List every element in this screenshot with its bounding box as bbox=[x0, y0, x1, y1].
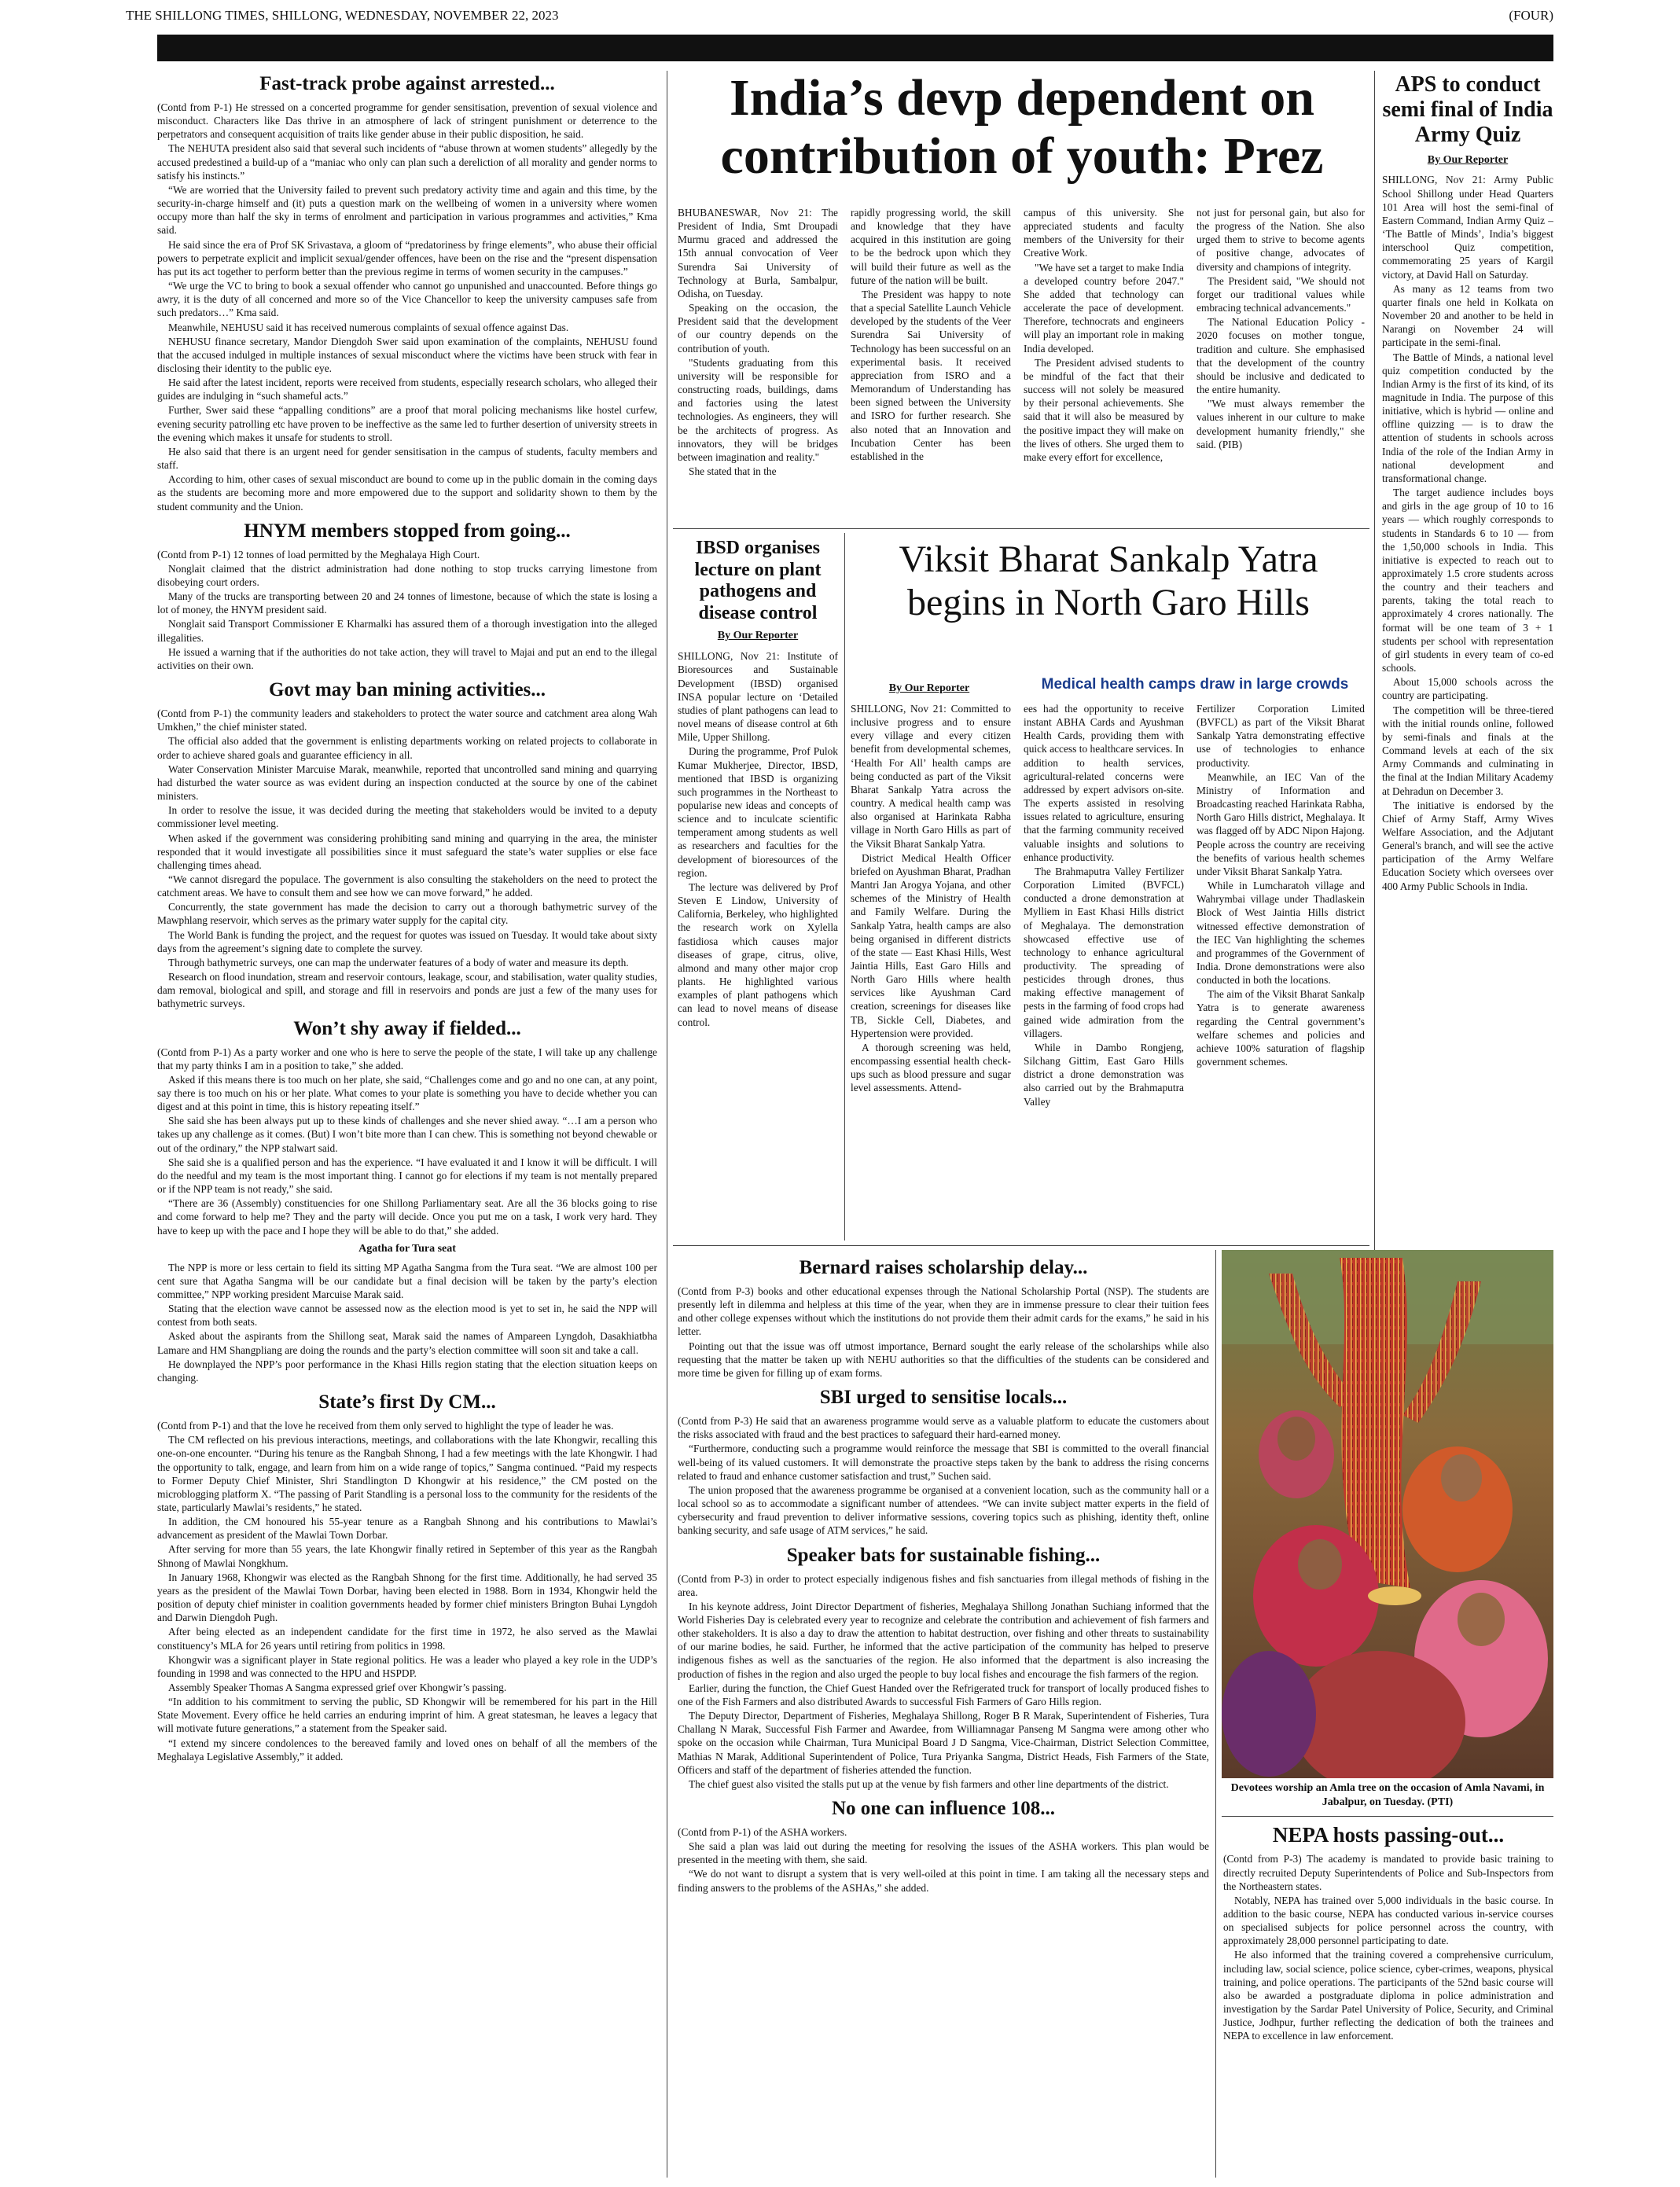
prez-col-4 bbox=[1197, 206, 1365, 520]
headline-108: No one can influence 108... bbox=[831, 1798, 1056, 1819]
headline-fasttrack: Fast-track probe against arrested... bbox=[259, 73, 555, 94]
subhead-viksit: Medical health camps draw in large crowds bbox=[1041, 676, 1349, 693]
section-rule bbox=[673, 528, 1369, 529]
paragraph: (Contd from P-3) books and other educational expenses through the National Scholarship Portal (NSP). The students are presently left in dilemma and helpless at this time of the year, when they are in immense pressure to clear their tuition fees and other college expenses without which the institutions do not provide them their admit cards for the exams,” he said in his letter. bbox=[678, 1285, 1209, 1338]
prez-col-1 bbox=[678, 206, 838, 520]
paragraph: She said a plan was laid out during the meeting for resolving the issues of the ASHA workers. This plan would be presented in the meeting with them, she said. bbox=[678, 1840, 1209, 1866]
paragraph: The initiative is endorsed by the Chief of Army Staff, Army Wives Welfare Association, and the Adjutant General's branch, and will see the active participation of the Army Welfare Education Society which oversees over 400 Army Public Schools in India. bbox=[1382, 799, 1553, 892]
headline-bernard: Bernard raises scholarship delay... bbox=[799, 1257, 1088, 1278]
paragraph: “In addition to his commitment to serving the public, SD Khongwir will be remembered for his part in the Hill State Movement. Every office he held carries an enduring imprint of him. A great statesman, he leaves a legacy that will motivate future generations,” a statement from the Speaker said. bbox=[157, 1696, 657, 1735]
prez-col-3 bbox=[1024, 206, 1184, 520]
paragraph: (Contd from P-1) 12 tonnes of load permitted by the Meghalaya High Court. bbox=[157, 548, 480, 561]
paragraph: SHILLONG, Nov 21: Institute of Bioresources and Sustainable Development (IBSD) organised INSA popular lecture on ‘Detailed studies of plant pathogens can lead to novel means of disease control at 6th Mile, Upper Shillong. bbox=[678, 650, 838, 744]
paragraph: In order to resolve the issue, it was decided during the meeting that stakeholders would be invited to a deputy commissioner level meeting. bbox=[157, 804, 657, 830]
story-nepa bbox=[1223, 1818, 1553, 2181]
story-dycm-body bbox=[157, 1419, 657, 1763]
page-number: (FOUR) bbox=[1509, 8, 1553, 23]
paragraph: “I extend my sincere condolences to the bereaved family and loved ones on behalf of all the members of the Meghalaya Legislative Assembly,” it added. bbox=[157, 1737, 657, 1762]
mid-lower-column bbox=[678, 1250, 1209, 2181]
paragraph: He also said that there is an urgent need for gender sensitisation in the campus of students, faculty members and staff. bbox=[157, 445, 657, 472]
paragraph: He said after the latest incident, reports were received from students, especially research scholars, who alleged their guides are indulging in “such shameful acts.” bbox=[157, 377, 657, 402]
paragraph: campus of this university. She appreciated students and faculty members of the University for their Creative Work. bbox=[1024, 207, 1184, 259]
masthead-date: THE SHILLONG TIMES, SHILLONG, WEDNESDAY, NOVEMBER 22, 2023 bbox=[126, 8, 559, 23]
story-hnym-body bbox=[157, 548, 657, 672]
paragraph: During the programme, Prof Pulok Kumar Mukherjee, Director, IBSD, mentioned that IBSD is organizing such programmes in the Northeast to popularise new ideas and concepts of science and to inculcate scientific temperament among students as well as researchers and faculties for the development of bioresources of the region. bbox=[678, 745, 838, 879]
paragraph: The target audience includes boys and girls in the age group of 10 to 16 years — which roughly corresponds to students in Standards 6 to 10 — from the 1,50,000 schools in India. This initiative is expected to reach out to approximately 1.5 crore students across the country and their teachers and parents, taking the total reach to approximately 4 crores nationally. The format will be one team of 3 + 1 students per school with representation of girl students in every team of co-ed schools. bbox=[1382, 487, 1553, 674]
paragraph: Meanwhile, an IEC Van of the Ministry of Information and Broadcasting reached Harinkata Rabha, North Garo Hills district, Meghalaya. It was flagged off by ADC Nipon Hajong. People across the country are receiving the benefits of various health schemes under Viksit Bharat Sankalp Yatra. bbox=[1197, 770, 1365, 877]
paragraph: Asked about the aspirants from the Shillong seat, Marak said the names of Ampareen Lyngdoh, Dasakhiatbha Lamare and HM Shangpliang are doing the rounds and the party’s election committee will soon sit and take a call. bbox=[157, 1330, 657, 1356]
byline-ibsd: By Our Reporter bbox=[717, 630, 799, 642]
paragraph: (Contd from P-1) and that the love he received from them only served to highlight the type of leader he was. bbox=[157, 1420, 614, 1432]
paragraph: NEHUSU finance secretary, Mandor Diengdoh Swer said upon examination of the complaints, NEHUSU found that the accused indulged in multiple instances of sexual misconduct where the victims have been struck with fear in disclosing their identity to the public eye. bbox=[157, 335, 657, 374]
column-rule bbox=[1215, 1250, 1216, 2178]
paragraph: The World Bank is funding the project, and the request for quotes was issued on Tuesday. It would take about sixty days from the agreement’s signing date to complete the survey. bbox=[157, 928, 657, 954]
photo-amla-navami bbox=[1222, 1250, 1553, 1778]
paragraph: “We urge the VC to bring to book a sexual offender who cannot go unpunished and unaccounted. Before things go awry, it is the duty of all concerned and more so of the Vice Chancellor to keep the university campuses safe from such predators…” Kma said. bbox=[157, 280, 657, 319]
masthead-bar bbox=[157, 35, 1553, 61]
paragraph: (Contd from P-1) of the ASHA workers. bbox=[678, 1826, 847, 1838]
paragraph: “There are 36 (Assembly) constituencies for one Shillong Parliamentary seat. Are all the 36 blocks going to rise and come forward to help me? They and the party will decide. Once you put me on a task, I work very hard. They have to keep up with the pace and I hope they will be able to do that,” she added. bbox=[157, 1197, 657, 1237]
paragraph: BHUBANESWAR, Nov 21: The President of India, Smt Droupadi Murmu graced and addressed the 15th annual convocation of Veer Surendra Sai University of Technology at Burla, Sambalpur, Odisha, on Tuesday. bbox=[678, 207, 838, 300]
paragraph: Speaking on the occasion, the President said that the development of our country depends on the contribution of youth. bbox=[678, 302, 838, 355]
paragraph: When asked if the government was considering prohibiting sand mining and quarrying in the area, the minister responded that it would investigate all possibilities since it must safeguard the state’s water supplies or else face challenging times ahead. bbox=[157, 832, 657, 871]
paragraph: He issued a warning that if the authorities do not take action, they will travel to Majai and put an end to the illegal activities on their own. bbox=[157, 645, 657, 671]
byline-aps: By Our Reporter bbox=[1427, 153, 1509, 166]
paragraph: rapidly progressing world, the skill and knowledge that they have acquired in this institution are going to be the bedrock upon which they will build their future as well as the future of the nation will be built. bbox=[851, 207, 1011, 286]
viksit-col-2 bbox=[1024, 702, 1184, 1244]
paragraph: The competition will be three-tiered with the initial rounds online, followed by semi-finals and finals at the Command levels at each of the six Army Commands and culminating in the final at the Indian Military Academy at Dehradun on December 3. bbox=[1382, 704, 1553, 797]
paragraph: Assembly Speaker Thomas A Sangma expressed grief over Khongwir’s passing. bbox=[168, 1682, 507, 1693]
story-wontshy-body bbox=[157, 1046, 657, 1385]
paragraph: “We cannot disregard the populace. The government is also consulting the stakeholders on the need to protect the catchment areas. We have to consult them and see how we can move forward,” he added. bbox=[157, 873, 657, 899]
photo-caption: Devotees worship an Amla tree on the occasion of Amla Navami, in Jabalpur, on Tuesday. (PTI) bbox=[1230, 1782, 1545, 1809]
paragraph: He also informed that the training covered a comprehensive curriculum, including law, social science, police science, cyber-crimes, weapons, physical training, and police operations. The participants of the 52nd basic course will also be awarded a postgraduate diploma in police administration and investigation by the Sardar Patel University of Police, Security, and Criminal Justice, Jodhpur, further reflecting the dedication of both the trainees and NEPA to excellence in law enforcement. bbox=[1223, 1949, 1553, 2042]
paragraph: Further, Swer said these “appalling conditions” are a proof that moral policing mechanisms like hostel curfew, evening security patrolling etc have proven to be ineffective as the same led to further desertion of university streets in the evening which makes it unsafe for students to stroll. bbox=[157, 404, 657, 443]
paragraph: Research on flood inundation, stream and reservoir contours, leakage, scour, and stabilisation, water quality studies, dam removal, biological and spill, and storage and fill in reservoirs and ponds are just a few of the many uses for bathymetric surveys. bbox=[157, 971, 657, 1010]
headline-prez: India’s devp dependent on contribution of youth: Prez bbox=[720, 69, 1324, 185]
masthead bbox=[126, 5, 1553, 30]
paragraph: The Deputy Director, Department of Fisheries, Meghalaya Shillong, Roger B R Marak, Superintendent of Fisheries, Tura Challang N Marak, Successful Fish Farmer and Awardee, from Williamnagar Panseng M Sangma were among other who spoke on the occasion while Chairman, Tura Municipal Board J D Sangma, Vice-Chairman, District Selection Committee, Mathias N Marak, Additional Superintendent of Police, Tura Priyanka Sangma, District Heads, Fish Farmers of the State, Officers and staff of the department of fisheries attended the function. bbox=[678, 1710, 1209, 1776]
paragraph: "We must always remember the values inherent in our culture to make development humanity friendly," she said. (PIB) bbox=[1197, 398, 1365, 450]
headline-aps: APS to conduct semi final of India Army Quiz bbox=[1382, 72, 1553, 148]
headline-sbi: SBI urged to sensitise locals... bbox=[819, 1387, 1068, 1409]
story-fasttrack-body bbox=[157, 101, 657, 513]
paragraph: The official also added that the government is enlisting departments working on related projects to collaborate in order to achieve shared goals and guarantee efficiency in all. bbox=[157, 735, 657, 761]
paragraph: (Contd from P-1) As a party worker and one who is here to serve the people of the state, I will take up any challenge that my party thinks I am in a position to take,” she added. bbox=[157, 1046, 657, 1071]
paragraph: District Medical Health Officer briefed on Ayushman Bharat, Pradhan Mantri Jan Arogya Yojana, and other schemes of the Ministry of Health and Family Welfare. During the Sankalp Yatra, health camps are also being organised in different districts of the state — East Khasi Hills, West Jaintia Hills, East Garo Hills and North Garo Hills where health services like Ayushman Card creation, screenings for diseases like TB, Sickle Cell, Diabetes, and Hypertension were provided. bbox=[851, 851, 1011, 1039]
paragraph: Water Conservation Minister Marcuise Marak, meanwhile, reported that uncontrolled sand mining and quarrying had disturbed the water source as was evident during an inspection conducted at the source by one of the cabinet ministers. bbox=[157, 763, 657, 803]
paragraph: According to him, other cases of sexual misconduct are bound to come up in the public domain in the coming days as the students are becoming more and more empowered due to the support and solidarity shown to them by the student community and the Union. bbox=[157, 473, 657, 513]
paragraph: not just for personal gain, but also for the progress of the Nation. She also urged them to strive to become agents of positive change, advocates of diversity and champions of integrity. bbox=[1197, 207, 1365, 273]
paragraph: Earlier, during the function, the Chief Guest Handed over the Refrigerated truck for transport of locally produced fishes to one of the Fish Farmers and also distributed Awards to successful Fish Farmers of Garo Hills region. bbox=[678, 1682, 1209, 1707]
paragraph: (Contd from P-1) the community leaders and stakeholders to protect the water source and catchment area along Wah Umkhen,” the chief minister stated. bbox=[157, 708, 657, 733]
paragraph: Many of the trucks are transporting between 20 and 24 tonnes of limestone, because of which the state is losing a lot of money, the HNYM president said. bbox=[157, 590, 657, 616]
paragraph: While in Dambo Rongjeng, Silchang Gittim, East Garo Hills district a drone demonstration was also carried out by the Brahmaputra Valley bbox=[1024, 1041, 1184, 1108]
section-rule bbox=[673, 1245, 1369, 1246]
paragraph: Stating that the election wave cannot be assessed now as the election mood is yet to set in, he said the NPP will contest from both seats. bbox=[157, 1303, 657, 1329]
column-rule bbox=[844, 533, 845, 1241]
paragraph: As many as 12 teams from two quarter finals one held in Kolkata on November 20 and another to be held in Narangi on November 24 will participate in the semi-final. bbox=[1382, 282, 1553, 349]
paragraph: The union proposed that the awareness programme be organised at a convenient location, such as the community hall or a local school so as to accommodate a significant number of attendees. “We can invite subject matter experts in the field of cybersecurity and fraud prevention to deliver informative sessions, covering topics such as phishing, identity theft, online banking security, and safe usage of ATM services,” he said. bbox=[678, 1483, 1209, 1537]
paragraph: She said she is a qualified person and has the experience. “I have evaluated it and I know it will be difficult. I will do the needful and my team is the most important thing. I cannot go for elections if my team is not mentally prepared or if the NPP team is not ready,” she said. bbox=[157, 1156, 657, 1196]
paragraph: Pointing out that the issue was off utmost importance, Bernard sought the early release of the scholarships while also requesting that the matter be taken up with NEHU authorities so that the difficulties of the students can be considered and more time be given for filling up of exam forms. bbox=[678, 1340, 1209, 1379]
paragraph: “We are worried that the University failed to prevent such predatory activity time and again and this time, by the security-in-charge himself and (it) puts a question mark on the wellbeing of women in a university where women occupy more than half the sky in terms of enrolment and participation in various programmes and activities,” Kma said. bbox=[157, 183, 657, 237]
paragraph: (Contd from P-1) He stressed on a concerted programme for gender sensitisation, prevention of sexual violence and misconduct. Characters like Das thrive in an atmosphere of lack of stringent punishment or deterrence to the perpetrators and consequent acquisition of traits like gender abuse in their public disposition, he said. bbox=[157, 101, 657, 141]
paragraph: The CM reflected on his previous interactions, meetings, and collaborations with the late Khongwir, recalling this one-on-one encounter. “During his tenure as the Rangbah Shnong, I had a few meetings with the late Khongwir. I had the opportunity to talk, engage, and learn from him on a wide range of topics,” Sangma continued. “Paid my respects to Former Deputy Chief Minister, Shri Standlington D Khongwir at his residence,” the CM posted on the microblogging platform X. “The passing of Parit Standling is a personal loss to the community for the residents of the state, particularly Mawlai’s residents,” he stated. bbox=[157, 1434, 657, 1513]
headline-wontshy: Won’t shy away if fielded... bbox=[293, 1017, 521, 1039]
paragraph: SHILLONG, Nov 21: Army Public School Shillong under Head Quarters 101 Area will host the semi-final of Eastern Command, Indian Army Quiz – ‘The Battle of Minds’, India’s biggest interschool Quiz competition, commemorating 25 years of Kargil victory, at David Hall on Saturday. bbox=[1382, 174, 1553, 281]
paragraph: She said she has been always put up to these kinds of challenges and she never shied away. “…I am a person who takes up any challenge as it comes. (But) I won’t bite more than I can chew. This is something not beyond chewable or out of the ordinary,” the NPP stalwart said. bbox=[157, 1115, 657, 1154]
paragraph: The Battle of Minds, a national level quiz competition conducted by the Indian Army is the first of its kind, of its magnitude in India. The purpose of this initiative, which is hybrid — online and offline quizzing — is to draw the attention of students in schools across India of the role of the Indian Army in national development and transformational change. bbox=[1382, 351, 1553, 484]
paragraph: Asked if this means there is too much on her plate, she said, “Challenges come and go and no one can, at any point, say there is too much on his or her plate. What comes to your plate is something you have to decide whether you can digest and at this point in time, this is history repeating itself.” bbox=[157, 1073, 657, 1113]
paragraph: He said since the era of Prof SK Srivastava, a gloom of “predatoriness by fringe elements”, who abuse their official powers to perpetrate explicit and implicit sexual/gender offences, have been on the rise and the “present dispensation has put its act together to perform better than the previous regime in terms of women security in the campuses.” bbox=[157, 238, 657, 278]
left-column bbox=[157, 66, 657, 2181]
headline-fishing: Speaker bats for sustainable fishing... bbox=[786, 1544, 1101, 1566]
section-rule bbox=[1222, 1816, 1553, 1817]
paragraph: "Students graduating from this university will be responsible for constructing roads, buildings, dams and factories using the latest technologies. As engineers, they will be the architects of progress. As innovators, they will be bridges between imagination and reality." bbox=[678, 356, 838, 463]
paragraph: Khongwir was a significant player in State regional politics. He was a leader who played a key role in the UDP’s founding in 1998 and was connected to the HPU and HSPDP. bbox=[157, 1653, 657, 1679]
paragraph: After being elected as an independent candidate for the first time in 1972, he also served as the Mawlai constituency’s MLA for 26 years until retiring from politics in 1998. bbox=[157, 1626, 657, 1652]
paragraph: "We have set a target to make India a developed country before 2047." She added that technology can accelerate the pace of development. Therefore, technocrats and engineers will play an important role in making India developed. bbox=[1024, 261, 1184, 355]
paragraph: The lecture was delivered by Prof Steven E Lindow, University of California, Berkeley, who highlighted the research work on Xylella fastidiosa which causes major diseases of grape, citrus, olive, almond and many other major crop plants. He highlighted various examples of plant pathogens which can lead to novel means of disease control. bbox=[678, 880, 838, 1028]
headline-ibsd: IBSD organises lecture on plant pathogens and disease control bbox=[694, 538, 822, 623]
paragraph: About 15,000 schools across the country are participating. bbox=[1382, 676, 1553, 702]
paragraph: The Brahmaputra Valley Fertilizer Corporation Limited (BVFCL) conducted a drone demonstration at Mylliem in East Khasi Hills district of Meghalaya. The demonstration showcased effective use of technology to enhance agricultural productivity. The spreading of pesticides through drones, thus making effective management of pests in the farming of food crops had gained wide admiration from the villagers. bbox=[1024, 865, 1184, 1039]
paragraph: “Furthermore, conducting such a programme would reinforce the message that SBI is committed to the overall financial well-being of its valued customers. It will demonstrate the proactive steps taken by the bank to address the rising concerns related to fraud and enhance customer satisfaction and trust,” Suchen said. bbox=[678, 1443, 1209, 1482]
paragraph: The President advised students to be mindful of the fact that their success will not solely be measured by their personal achievements. She said that it will also be measured by the positive impact they will make on the lives of others. She urged them to make every effort for excellence, bbox=[1024, 356, 1184, 463]
viksit-col-3 bbox=[1197, 702, 1365, 1244]
paragraph: In his keynote address, Joint Director Department of fisheries, Meghalaya Shillong Jonathan Suchiang informed that the World Fisheries Day is celebrated every year to recognize and celebrate the contribution and achievement of fish farmers and other stakeholders. It is also a day to draw the attention to habitat destruction, over fishing and other threats to sustainability of our marine bodies, he said. Further, he informed that the active participation of the community has helped to preserve indigenous fishes as well as the sanctuaries of the region. He also informed that the department is also increasing the production of fishes in the region and also urged the people to buy local fishes and encourage the fish farmers of the region. bbox=[678, 1600, 1209, 1680]
headline-hnym: HNYM members stopped from going... bbox=[244, 520, 571, 542]
paragraph: (Contd from P-3) The academy is mandated to provide basic training to directly recruited Deputy Superintendents of Police and Sub-Inspectors from the Northeastern states. bbox=[1223, 1853, 1553, 1892]
paragraph: While in Lumcharatoh village and Wahrymbai village under Thadlaskein Block of West Jaintia Hills district witnessed effective demonstration of the IEC Van highlighting the schemes and programmes of the Government of India. Drone demonstrations were also conducted in both the locations. bbox=[1197, 880, 1365, 987]
paragraph: The President said, "We should not forget our traditional values while embracing technical advancements." bbox=[1197, 274, 1365, 314]
paragraph: The National Education Policy - 2020 focuses on mother tongue, tradition and culture. She emphasised that the development of the country should be inclusive and dedicated to the entire humanity. bbox=[1197, 316, 1365, 396]
paragraph: A thorough screening was held, encompassing essential health check-ups such as blood pressure and sugar level assessments. Attend- bbox=[851, 1041, 1011, 1094]
byline-viksit: By Our Reporter bbox=[888, 682, 970, 694]
paragraph: Nonglait said Transport Commissioner E Kharmalki has assured them of a thorough investigation into the alleged illegalities. bbox=[157, 618, 657, 644]
paragraph: The aim of the Viksit Bharat Sankalp Yatra is to generate awareness regarding the Central government’s welfare schemes and policies and achieve 100% saturation of flagship government schemes. bbox=[1197, 988, 1365, 1068]
paragraph: “We do not want to disrupt a system that is very well-oiled at this point in time. I am taking all the necessary steps and finding answers to the problems of the ASHAs,” she added. bbox=[678, 1868, 1209, 1894]
paragraph: He downplayed the NPP’s poor performance in the Khasi Hills region stating that the election situation keeps on changing. bbox=[157, 1358, 657, 1384]
paragraph: Concurrently, the state government has made the decision to carry out a thorough bathymetric survey of the Mawphlang reservoir, which serves as the primary water supply for the capital city. bbox=[157, 901, 657, 927]
paragraph: In January 1968, Khongwir was elected as the Rangbah Shnong for the first time. Additionally, he had served 35 years as the president of the Mawlai Town Dorbar, having been elected in 1988. Born in 1934, Khongwir held the position of deputy chief minister in coalition governments headed by former chief ministers Brington Buhai Lyngdoh and Darwin Diengdoh Pugh. bbox=[157, 1571, 657, 1624]
paragraph: Nonglait claimed that the district administration had done nothing to stop trucks carrying limestone from disobeying court orders. bbox=[157, 562, 657, 588]
prez-col-2 bbox=[851, 206, 1011, 520]
paragraph: (Contd from P-3) He said that an awareness programme would serve as a valuable platform to educate the customers about the risks associated with fraud and the best practices to safeguard their hard-earned money. bbox=[678, 1415, 1209, 1441]
story-mining-body bbox=[157, 707, 657, 1010]
paragraph: In addition, the CM honoured his 55-year tenure as a Rangbah Shnong and his contributions to Mawlai’s advancement as president of the Mawlai Town Dorbar. bbox=[157, 1516, 657, 1542]
headline-nepa: NEPA hosts passing-out... bbox=[1272, 1823, 1505, 1847]
paragraph: (Contd from P-3) in order to protect especially indigenous fishes and fish sanctuaries from illegal methods of fishing in the area. bbox=[678, 1572, 1209, 1598]
paragraph: SHILLONG, Nov 21: Committed to inclusive progress and to ensure every village and every citizen benefit from developmental schemes, ‘Health For All’ health camps are being conducted as part of the Viksit Bharat Sankalp Yatra across the country. A medical health camp was also organised at Harinkata Rabha village in North Garo Hills as part of the Viksit Bharat Sankalp Yatra. bbox=[851, 703, 1011, 850]
paragraph: The NPP is more or less certain to field its sitting MP Agatha Sangma from the Tura seat. “We are almost 100 per cent sure that Agatha Sangma will be our candidate but a final decision will be taken by the party’s election committee,” NPP working president Marcuise Marak said. bbox=[157, 1261, 657, 1300]
headline-dycm: State’s first Dy CM... bbox=[318, 1391, 496, 1413]
paragraph: ees had the opportunity to receive instant ABHA Cards and Ayushman Health Cards, providing them with quick access to healthcare services. In addition to health services, agricultural-related concerns were addressed by expert advisors on-site. The experts assisted in resolving issues related to agriculture, ensuring that the farming community received valuable insights and solutions to enhance productivity. bbox=[1024, 703, 1184, 863]
paragraph: Through bathymetric surveys, one can map the underwater features of a body of water and measure its depth. bbox=[168, 956, 629, 969]
headline-mining: Govt may ban mining activities... bbox=[268, 679, 546, 701]
paragraph: Fertilizer Corporation Limited (BVFCL) as part of the Viksit Bharat Sankalp Yatra demonstrating effective use of technologies to enhance productivity. bbox=[1197, 703, 1365, 769]
story-ibsd bbox=[678, 533, 838, 1241]
paragraph: Meanwhile, NEHUSU said it has received numerous complaints of sexual offence against Das. bbox=[168, 321, 569, 333]
photo-image bbox=[1222, 1250, 1553, 1778]
subhead-agatha: Agatha for Tura seat bbox=[358, 1242, 456, 1255]
paragraph: Notably, NEPA has trained over 5,000 individuals in the basic course. In addition to the basic course, NEPA has conducted various in-service courses on specialised subjects for police personnel across the country, with approximately 28,000 personnel participating to date. bbox=[1223, 1894, 1553, 1947]
paragraph: She stated that in the bbox=[689, 465, 777, 477]
paragraph: The chief guest also visited the stalls put up at the venue by fish farmers and other line departments of the district. bbox=[689, 1777, 1169, 1790]
viksit-col-1 bbox=[851, 702, 1011, 1244]
headline-viksit: Viksit Bharat Sankalp Yatra begins in North Garo Hills bbox=[899, 538, 1318, 624]
paragraph: The NEHUTA president also said that several such incidents of “abuse thrown at women students” allegedly by the accused predestined a build-up of a “maniac who only can plan such a dereliction of all morality and gender norms to satisfy his instincts.” bbox=[157, 142, 657, 182]
paragraph: The President was happy to note that a special Satellite Launch Vehicle developed by the students of the Veer Surendra Sai University of Technology has been successful on an experimental basis. It received appreciation from ISRO and a Memorandum of Understanding has been signed between the University and ISRO for further research. She also noted that an Innovation and Incubation Center has been established in the bbox=[851, 288, 1011, 462]
paragraph: After serving for more than 55 years, the late Khongwir finally retired in September of this year as the Rangbah Shnong of Mawlai Nongkhum. bbox=[157, 1543, 657, 1569]
